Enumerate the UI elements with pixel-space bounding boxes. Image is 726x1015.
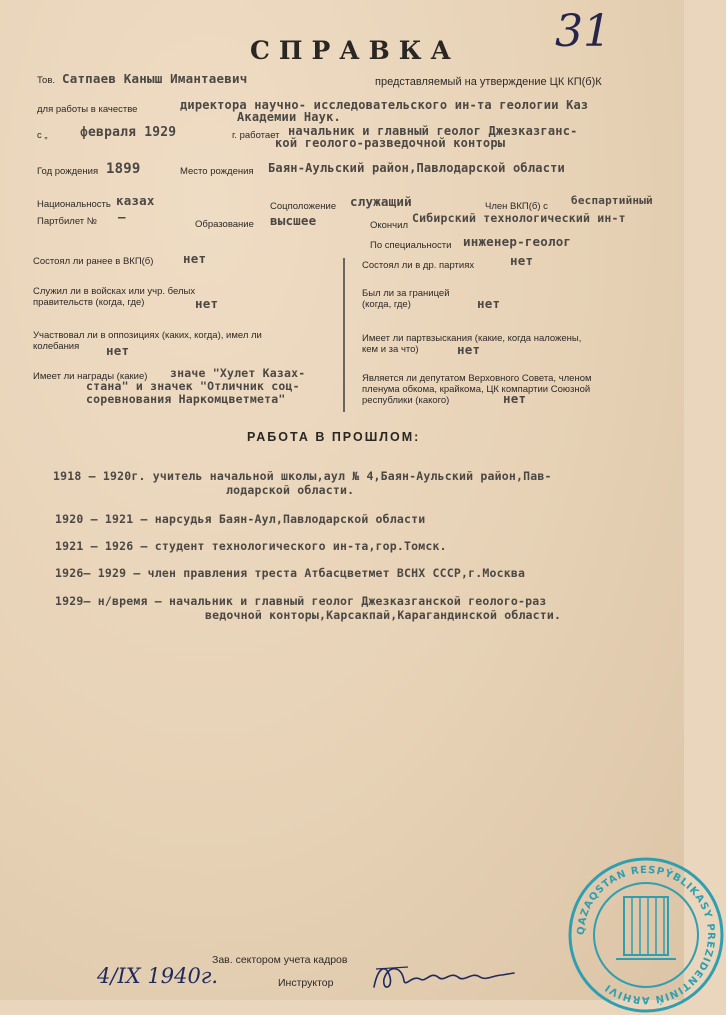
work-label: для работы в качестве [37, 104, 138, 115]
right-field-label-2: (когда, где) [362, 299, 411, 310]
works-as-value: начальник и главный геолог Джезказганс- [288, 124, 578, 138]
work-value: директора научно- исследовательского ин-та геологии Каз [180, 98, 589, 112]
birth-year-value: 1899 [106, 161, 141, 177]
presented-label: представляемый на утверждение ЦК КП(б)К [375, 76, 602, 88]
archive-stamp [566, 855, 717, 1006]
column-divider [343, 258, 345, 412]
education-label: Образование [195, 219, 254, 230]
birth-year-label: Год рождения [37, 166, 99, 177]
specialty-label: По специальности [370, 240, 452, 251]
name-value: Сатпаев Каныш Имантаевич [62, 71, 248, 86]
left-field-value: нет [183, 251, 207, 266]
name-label: Тов. [37, 75, 56, 86]
left-field-value: значе "Хулет Казах- [170, 366, 306, 380]
right-field-label: Состоял ли в др. партиях [362, 260, 475, 271]
graduated-value: Сибирский технологический ин-т [412, 211, 626, 225]
left-field-label-2: колебания [33, 341, 80, 352]
works-as-value-2: кой геолого-разведочной конторы [275, 136, 506, 150]
past-work-line: 1920 – 1921 – нарсудья Баян-Аул,Павлодарской области [55, 512, 426, 526]
right-field-value: нет [510, 253, 534, 268]
left-field-value: нет [106, 343, 130, 358]
specialty-value: инженер-геолог [463, 234, 572, 249]
party-member-value: беспартийный [571, 194, 653, 207]
birthplace-value: Баян-Аульский район,Павлодарской области [268, 161, 565, 175]
left-field-label: Служил ли в войсках или учр. белых [33, 286, 196, 297]
past-work-line: 1929– н/время – начальник и главный геолог Джезказганской геолого-раз [55, 594, 547, 608]
right-field-label-2: кем и за что) [362, 344, 419, 355]
footer-date: 4/IX 1940г. [97, 964, 219, 988]
graduated-label: Окончил [370, 220, 408, 231]
left-field-value-3: соревнования Наркомцветмета" [86, 392, 286, 406]
past-work-line-2: лодарской области. [226, 483, 355, 497]
stamp-text: QAZAQSTAN RESPÝBLIKASY PREZIDENTINIŃ ARHIVI [575, 864, 717, 1006]
nationality-value: казах [116, 193, 155, 208]
left-field-label: Участвовал ли в оппозициях (каких, когда), имел ли [33, 330, 262, 341]
left-field-label: Состоял ли ранее в ВКП(б) [33, 256, 154, 267]
work-value-2: Академии Наук. [237, 110, 341, 124]
partbilet-value: – [118, 209, 126, 224]
footer-sector-label: Зав. сектором учета кадров [212, 954, 348, 966]
partbilet-label: Партбилет № [37, 216, 97, 227]
past-work-line: 1921 – 1926 – студент технологического ин-та,гор.Томск. [55, 539, 447, 553]
signature [368, 957, 518, 997]
party-member-label: Член ВКП(б) с [485, 201, 548, 212]
right-field-label-3: республики (какого) [362, 395, 450, 406]
right-field-label: Был ли за границей [362, 288, 450, 299]
right-field-label: Является ли депутатом Верховного Совета, членом [362, 373, 592, 384]
left-field-value: нет [195, 296, 219, 311]
right-field-label-2: пленума обкома, крайкома, ЦК компартии Союзной [362, 384, 591, 395]
right-field-value: нет [503, 391, 527, 406]
past-work-line-2: ведочной конторы,Карсакпай,Карагандинской области. [205, 608, 562, 622]
footer-instructor-label: Инструктор [278, 977, 334, 989]
since-value: февраля 1929 [80, 125, 177, 140]
page-number: 31 [555, 6, 611, 57]
social-value: служащий [350, 194, 412, 209]
past-work-line: 1926– 1929 – член правления треста Атбасцветмет ВСНХ СССР,г.Москва [55, 566, 526, 580]
past-work-line: 1918 – 1920г. учитель начальной школы,аул № 4,Баян-Аульский район,Пав- [53, 469, 552, 483]
past-work-heading: РАБОТА В ПРОШЛОМ: [247, 430, 421, 444]
svg-text:QAZAQSTAN RESPÝBLIKASY PREZIDE [576, 865, 716, 1007]
left-field-label: Имеет ли награды (какие) [33, 371, 148, 382]
since-label: с „ [37, 130, 48, 141]
document-title: СПРАВКА [250, 36, 460, 65]
left-field-value-2: стана" и значек "Отличник соц- [86, 379, 300, 393]
left-field-label-2: правительств (когда, где) [33, 297, 145, 308]
education-value: высшее [270, 213, 317, 228]
nationality-label: Национальность [37, 199, 111, 210]
works-as-label: г. работает [232, 130, 280, 141]
social-label: Соцположение [270, 201, 337, 212]
right-field-value: нет [457, 342, 481, 357]
right-field-value: нет [477, 296, 501, 311]
right-field-label: Имеет ли партвзыскания (какие, когда наложены, [362, 333, 582, 344]
birthplace-label: Место рождения [180, 166, 254, 177]
